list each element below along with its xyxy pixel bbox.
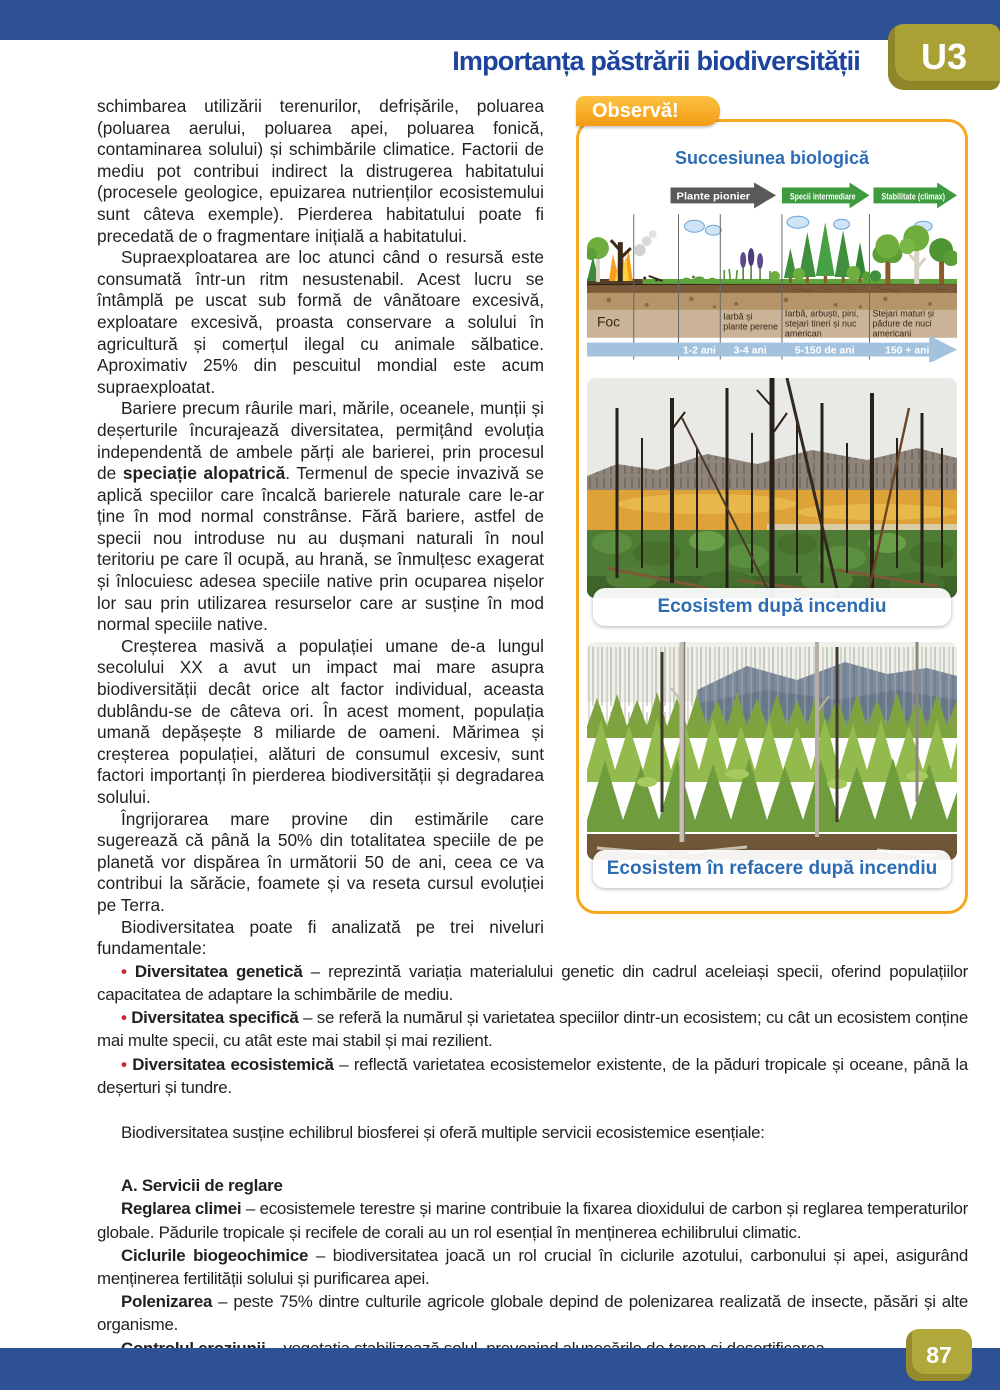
paragraph-barriers: Bariere precum râurile mari, mările, oceanele, munții și deșerturile încurajează diversitatea, permițând evoluția independentă de ambele părți ale barierei, prin procesul de speciație alopatrică. Termenul de specie invazivă se aplică speciilor care încalcă barierele naturale care le-ar ține în mod normal constrânse. Fără bariere, astfel de specii nou introduse nu au dușmani naturali în noul teritoriu pe care îl ocupă, au hrană, se înmulțesc exagerat și înlocuiesc adesea speciile native prin ocuparea nișelor lor sau prin utilizarea resurselor care ar susține în mod normal speciile native. [97,398,544,635]
bullet-icon: • [121,1008,127,1028]
svg-text:Stejari maturi și: Stejari maturi și [872,308,935,319]
paragraph-concern: Îngrijorarea mare provine din estimările care sugerează că până la 50% din totalitatea speciile de pe planetă vor dispărea în următorii 50 de ani, ceea ce va contribui la sărăcie, foamete și va reseta cursul evoluției pe Terra. [97,808,544,915]
svg-text:plante perene: plante perene [723,321,778,332]
service-biogeochemical: Ciclurile biogeochimice – biodiversitatea joacă un rol crucial în ciclurile azotului, carbonului și apei, asigurând menținerea fertilității solului și purificarea apei. [97,1245,968,1288]
photo-burned-ecosystem [587,378,957,617]
paragraph-levels-intro: Biodiversitatea poate fi analizată pe trei niveluri fundamentale: [97,916,544,959]
page-number-badge: 87 [906,1329,972,1381]
observa-frame [576,119,968,914]
service-pollination: Polenizarea – peste 75% dintre culturile agricole globale depind de polenizarea realizată de insecte, păsări și alte organisme. [97,1292,968,1335]
bullet-genetic-diversity: • Diversitatea genetică – reprezintă variația materialului genetic din cadrul aceleiași specii, oferind populațiilor capacitatea de adaptare la schimbările de mediu. [97,961,968,1004]
bullet-icon: • [121,1054,127,1074]
arrow-label-climax: Stabilitate (climax) [881,190,946,201]
fire-zone [587,230,663,282]
recovering-forest-illustration [587,642,957,860]
page-title: Importanța păstrării biodiversității [452,46,860,76]
svg-text:1-2 ani: 1-2 ani [682,345,716,357]
svg-text:americani: americani [872,328,912,339]
photo-caption: Ecosistem după incendiu [593,588,951,626]
bullet-species-diversity: • Diversitatea specifică – se referă la numărul și varietatea speciilor dintr-un ecosistem; cu cât un ecosistem conține mai multe specii, cu atât este mai stabil și mai rezilient. [97,1008,968,1051]
arrow-label-intermediate: Specii intermediare [789,190,856,201]
unit-badge: U3 [888,24,1000,90]
bottom-blue-bar [0,1348,1000,1390]
mature-forest [870,225,957,284]
cloud-icons [684,216,932,235]
label-foc: Foc [596,313,621,330]
svg-text:Iarbă și: Iarbă și [723,311,753,322]
paragraph-overexploitation: Supraexploatarea are loc atunci când o resursă este consumată într-un ritm nesustenabil. Acest lucru se întâmplă pe uscat sub formă de vânătoare excesivă, exploatare excesivă, proasta conservare a solului în agricultură și comerțul ilegal cu animale sălbatice. Aproximativ 25% din pescuitul mondial este acum supraexploatat. [97,247,544,397]
photo-caption: Ecosistem în refacere după incendiu [593,850,951,888]
photo-recovering-ecosystem [587,642,957,879]
diagram-title: Succesiunea biologică [674,148,870,168]
paragraph-population: Creșterea masivă a populației umane de-a lungul secolului XX a avut un impact mai mare asupra biodiversității decât orice alt factor individual, aceasta dublându-se de câteva ori. În acest moment, populația umană depășește 8 miliarde de oameni. Mărimea și creșterea populației, alături de consumul excesiv, sunt factori importanți în pierderea biodiversității și degradarea solului. [97,635,544,807]
svg-text:american: american [784,328,822,339]
grass-perennials [724,248,780,281]
pioneer-plants [682,275,716,282]
services-heading: A. Servicii de reglare [121,1176,283,1196]
article-content [97,96,968,1360]
observa-tab: Observă! [576,96,720,126]
observa-box [576,96,968,914]
svg-text:150 + ani: 150 + ani [885,345,930,357]
succession-diagram [587,180,957,362]
svg-text:pădure de nuci: pădure de nuci [872,318,932,329]
arrow-label-pioneer: Plante pionier [676,190,751,202]
bullet-icon: • [121,961,127,981]
svg-text:stejari tineri și nuc: stejari tineri și nuc [784,318,857,329]
timeline-arrow [587,335,957,361]
services-intro: Biodiversitatea susține echilibrul biosferei și oferă multiple servicii ecosistemice esențiale: [121,1122,765,1142]
top-blue-bar [0,0,1000,40]
svg-text:3-4 ani: 3-4 ani [733,345,767,357]
paragraph-habitat: schimbarea utilizării terenurilor, defrișările, poluarea (poluarea aerului, poluarea apei, poluarea fonică, contaminarea solului) și schimbările climatice. Factorii de mediu pot contribui indirect la distrugerea habitatului (procesele geologice, epuizarea nutrienților ecosistemului sunt câteva exemple). Pierderea habitatului poate fi precedată de o fragmentare inițială a habitatului. [97,96,544,246]
young-forest [784,222,871,283]
bullet-ecosystem-diversity: • Diversitatea ecosistemică – reflectă varietatea ecosistemelor existente, de la păduri tropicale și oceane, până la deșerturi și tundre. [97,1054,968,1097]
service-climate: Reglarea climei – ecosistemele terestre și marine contribuie la fixarea dioxidului de carbon și reglarea temperaturilor globale. Pădurile tropicale și recifele de corali au un rol esențial în menținerea echilibrului climatic. [97,1199,969,1242]
stage-arrows [671,182,957,208]
svg-text:5-150 de ani: 5-150 de ani [794,345,855,357]
svg-text:Iarbă, arbuști, pini,: Iarbă, arbuști, pini, [784,308,859,319]
burned-forest-illustration [587,378,957,598]
